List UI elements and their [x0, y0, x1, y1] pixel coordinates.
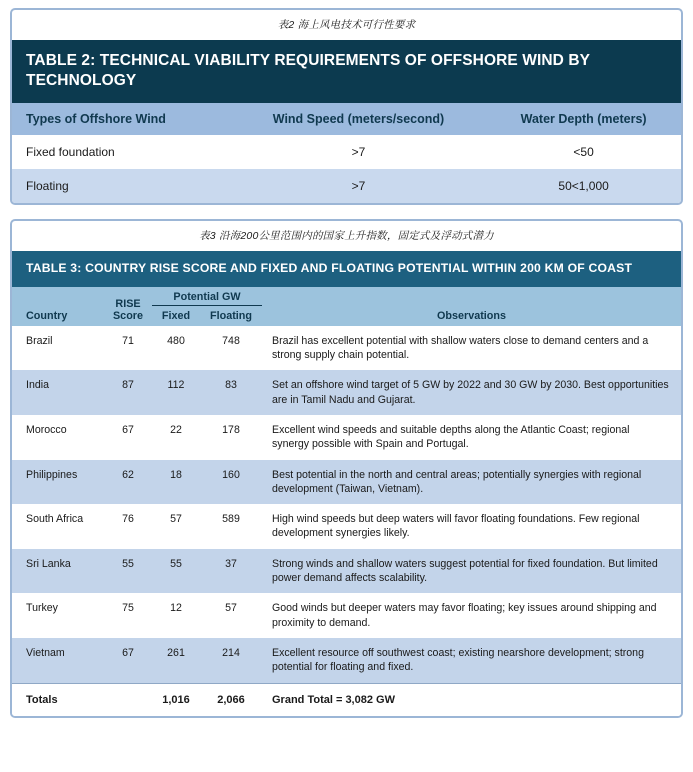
table-row: [12, 326, 681, 371]
table3-cell-fixed: 22: [152, 415, 200, 460]
table3-cell-floating: 589: [200, 504, 262, 549]
card-divider-space: [10, 205, 683, 219]
table3-col-fixed: Fixed: [152, 305, 200, 326]
table3-cell-floating: 57: [200, 593, 262, 638]
table2-cell-waterdepth: <50: [486, 135, 681, 169]
table3-cell-floating: 214: [200, 638, 262, 683]
table2-caption: 表2 海上风电技术可行性要求: [277, 19, 416, 31]
table2-body: [12, 135, 681, 203]
table3-cell-rise: 62: [104, 460, 152, 505]
table3-cell-observations: Excellent resource off southwest coast; existing nearshore development; strong potential for floating and fixed.: [262, 638, 681, 683]
table3-card: [10, 219, 683, 718]
table3-cell-floating: 178: [200, 415, 262, 460]
table3-col-floating: Floating: [200, 305, 262, 326]
table3-cell-floating: 160: [200, 460, 262, 505]
table3-cell-fixed: 112: [152, 370, 200, 415]
table3-cell-observations: Brazil has excellent potential with shallow waters close to demand centers and a strong supply chain potential.: [262, 326, 681, 371]
table3-cell-rise: 87: [104, 370, 152, 415]
table3-cell-country: Turkey: [12, 593, 104, 638]
table3-cell-country: Morocco: [12, 415, 104, 460]
table2-col-waterdepth: Water Depth (meters): [486, 103, 681, 135]
table2-cell-type: Floating: [12, 169, 231, 203]
table2-head: [12, 103, 681, 135]
table3-cell-floating: 37: [200, 549, 262, 594]
table3: [12, 287, 681, 717]
table3-cell-fixed: 18: [152, 460, 200, 505]
table3-col-rise-score: RISE Score: [104, 287, 152, 326]
table-row: [12, 135, 681, 169]
table3-cell-rise: 67: [104, 638, 152, 683]
table3-cell-rise: 71: [104, 326, 152, 371]
table3-grand-total: Grand Total = 3,082 GW: [262, 683, 681, 716]
table2-header-row: [12, 103, 681, 135]
table3-cell-observations: Best potential in the north and central areas; potentially synergies with regional development (Taiwan, Vietnam).: [262, 460, 681, 505]
table3-cell-fixed: 57: [152, 504, 200, 549]
table3-cell-fixed: 480: [152, 326, 200, 371]
table2-title: TABLE 2: TECHNICAL VIABILITY REQUIREMENTS OF OFFSHORE WIND BY TECHNOLOGY: [12, 40, 681, 103]
table3-body: [12, 326, 681, 717]
table3-cell-observations: Strong winds and shallow waters suggest potential for fixed foundation. But limited power demand affects scalability.: [262, 549, 681, 594]
table3-title: TABLE 3: COUNTRY RISE SCORE AND FIXED AND FLOATING POTENTIAL WITHIN 200 KM OF COAST: [12, 251, 681, 286]
table3-cell-floating: 83: [200, 370, 262, 415]
table2-cell-windspeed: >7: [231, 169, 486, 203]
table3-cell-rise: 76: [104, 504, 152, 549]
table3-cell-country: Vietnam: [12, 638, 104, 683]
table3-cell-fixed: 261: [152, 638, 200, 683]
table3-col-potential-gw: Potential GW: [152, 287, 262, 306]
table3-cell-fixed: 12: [152, 593, 200, 638]
table3-col-observations: Observations: [262, 287, 681, 326]
table3-cell-observations: Good winds but deeper waters may favor floating; key issues around shipping and proximity to demand.: [262, 593, 681, 638]
table3-caption: 表3 沿海200公里范围内的国家上升指数，固定式及浮动式潜力: [199, 230, 494, 243]
table-row: [12, 638, 681, 683]
table3-cell-observations: High wind speeds but deep waters will favor floating foundations. Few regional development synergies likely.: [262, 504, 681, 549]
table-row: [12, 460, 681, 505]
table2-col-type: Types of Offshore Wind: [12, 103, 231, 135]
table2-card: [10, 8, 683, 205]
table3-cell-rise: 75: [104, 593, 152, 638]
table3-totals-rise: [104, 683, 152, 716]
table-row: [12, 593, 681, 638]
table3-cell-observations: Set an offshore wind target of 5 GW by 2022 and 30 GW by 2030. Best opportunities are in Tamil Nadu and Gujarat.: [262, 370, 681, 415]
table2-cell-waterdepth: 50<1,000: [486, 169, 681, 203]
table3-cell-country: Sri Lanka: [12, 549, 104, 594]
table2: [12, 103, 681, 203]
table2-cell-type: Fixed foundation: [12, 135, 231, 169]
table3-cell-rise: 55: [104, 549, 152, 594]
table3-totals-label: Totals: [12, 683, 104, 716]
table3-cell-country: South Africa: [12, 504, 104, 549]
table3-totals-fixed: 1,016: [152, 683, 200, 716]
table3-col-country: Country: [12, 287, 104, 326]
table3-cell-fixed: 55: [152, 549, 200, 594]
table3-cell-country: Philippines: [12, 460, 104, 505]
table3-cell-rise: 67: [104, 415, 152, 460]
table-row: [12, 169, 681, 203]
table3-head: [12, 287, 681, 326]
table3-cell-floating: 748: [200, 326, 262, 371]
table2-cell-windspeed: >7: [231, 135, 486, 169]
table-row: [12, 415, 681, 460]
table3-cell-country: Brazil: [12, 326, 104, 371]
table3-totals-row: [12, 683, 681, 716]
table-row: [12, 549, 681, 594]
table-row: [12, 370, 681, 415]
table3-cell-country: India: [12, 370, 104, 415]
table3-group-header-row: [12, 287, 681, 306]
table-row: [12, 504, 681, 549]
table3-cell-observations: Excellent wind speeds and suitable depths along the Atlantic Coast; regional synergy possible with Spain and Portugal.: [262, 415, 681, 460]
table2-col-windspeed: Wind Speed (meters/second): [231, 103, 486, 135]
table3-totals-floating: 2,066: [200, 683, 262, 716]
